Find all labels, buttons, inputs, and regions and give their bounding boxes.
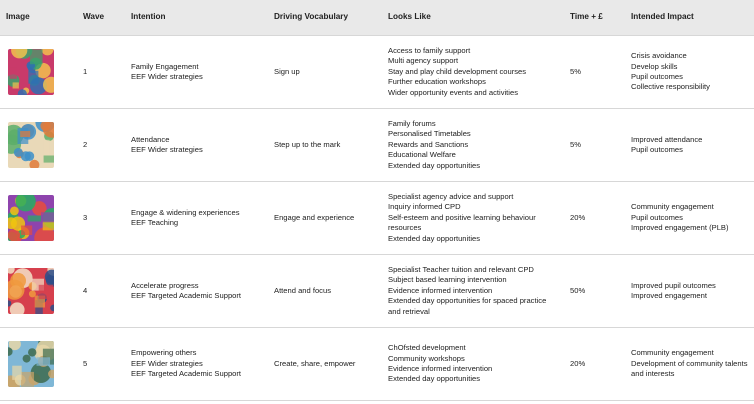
time-cost-cell: 50% [564,255,625,328]
image-cell [0,328,77,401]
cell-line: ChOfsted development [388,343,466,353]
pupils-learning-illustration [8,268,54,314]
intention-cell [125,255,268,328]
intended-impact-cell [625,182,754,255]
header-time-cost: Time + £ [564,0,625,36]
wave-cell: 4 [77,255,125,328]
wave-cell: 2 [77,109,125,182]
cell-line: Community workshops [388,353,465,363]
table-body [0,36,754,401]
intention-cell [125,182,268,255]
cell-line: Community engagement [631,202,714,212]
cell-line: EEF Wider strategies [131,145,203,154]
image-cell [0,182,77,255]
cell-line: Develop skills [631,61,678,71]
looks-like-cell [382,36,564,109]
cell-line: EEF Wider strategies [131,72,203,81]
looks-like-cell [382,255,564,328]
cell-line: Personalised Timetables [388,129,471,139]
cell-line: Crisis avoidance [631,51,687,61]
cell-line: Specialist Teacher tuition and relevant CPD [388,264,534,274]
looks-like-cell [382,109,564,182]
wave-cell: 5 [77,328,125,401]
cell-line: Evidence informed intervention [388,364,493,373]
cell-line: Extended day opportunities [388,374,481,384]
cell-line: Empowering others [131,348,197,358]
looks-like-cell [382,182,564,255]
cell-line: Improved engagement (PLB) [631,223,729,233]
driving-vocabulary-cell: Create, share, empower [268,328,382,401]
table-row [0,109,754,182]
cell-line: Community engagement [631,348,714,358]
wave-cell: 3 [77,182,125,255]
cell-line: EEF Targeted Academic Support [131,369,242,379]
cell-line: Improved engagement [631,291,707,300]
cell-line: EEF Wider strategies [131,358,203,368]
community-crowd-illustration [8,341,54,387]
cell-line: Extended day opportunities for spaced practice and retrieval [388,296,547,316]
cell-line: EEF Teaching [131,218,179,227]
table-row [0,182,754,255]
intended-impact-cell [625,36,754,109]
cell-line: Improved pupil outcomes [631,280,716,290]
cell-line: Multi agency support [388,56,459,66]
table-row [0,36,754,109]
cell-line: Family Engagement [131,61,199,71]
intention-cell [125,109,268,182]
intended-impact-cell [625,328,754,401]
cell-line: Wider opportunity events and activities [388,87,519,97]
intended-impact-cell [625,109,754,182]
header-intended-impact: Intended Impact [625,0,754,36]
driving-vocabulary-cell: Attend and focus [268,255,382,328]
children-and-adults-group-illustration [8,49,54,95]
cell-line: Improved attendance [631,134,703,144]
cell-line: Collective responsibility [631,82,710,92]
image-cell [0,255,77,328]
cell-line: Specialist agency advice and support [388,191,514,201]
cell-line: Access to family support [388,45,471,55]
cell-line: Pupil outcomes [631,72,683,81]
cell-line: Accelerate progress [131,280,199,290]
colourful-activities-illustration [8,195,54,241]
cell-line: Pupil outcomes [631,212,683,222]
cell-line: Family forums [388,118,436,128]
cell-line: EEF Targeted Academic Support [131,291,242,300]
driving-vocabulary-cell: Engage and experience [268,182,382,255]
header-row [0,0,754,36]
intention-cell [125,328,268,401]
time-cost-cell: 20% [564,328,625,401]
table-row [0,328,754,401]
image-cell [0,36,77,109]
intended-impact-cell [625,255,754,328]
time-cost-cell: 20% [564,182,625,255]
header-driving-vocabulary: Driving Vocabulary [268,0,382,36]
driving-vocabulary-cell: Step up to the mark [268,109,382,182]
time-cost-cell: 5% [564,109,625,182]
header-looks-like: Looks Like [382,0,564,36]
cell-line: Evidence informed intervention [388,285,493,295]
cell-line: Pupil outcomes [631,145,683,154]
driving-vocabulary-cell: Sign up [268,36,382,109]
cell-line: Development of community talents and interests [631,358,748,379]
header-image: Image [0,0,77,36]
classroom-scene-illustration [8,122,54,168]
intention-cell [125,36,268,109]
cell-line: Stay and play child development courses [388,66,527,76]
cell-line: Rewards and Sanctions [388,139,469,149]
cell-line: Inquiry informed CPD [388,202,461,212]
time-cost-cell: 5% [564,36,625,109]
table-row [0,255,754,328]
cell-line: Educational Welfare [388,150,456,160]
header-wave: Wave [77,0,125,36]
cell-line: Subject based learning intervention [388,275,507,285]
wave-cell: 1 [77,36,125,109]
cell-line: Engage & widening experiences [131,207,240,217]
cell-line: Self-esteem and positive learning behaviour resources [388,212,536,233]
image-cell [0,109,77,182]
cell-line: Further education workshops [388,77,486,87]
header-intention: Intention [125,0,268,36]
cell-line: Attendance [131,134,170,144]
cell-line: Extended day opportunities [388,160,481,170]
looks-like-cell [382,328,564,401]
cell-line: Extended day opportunities [388,233,481,243]
